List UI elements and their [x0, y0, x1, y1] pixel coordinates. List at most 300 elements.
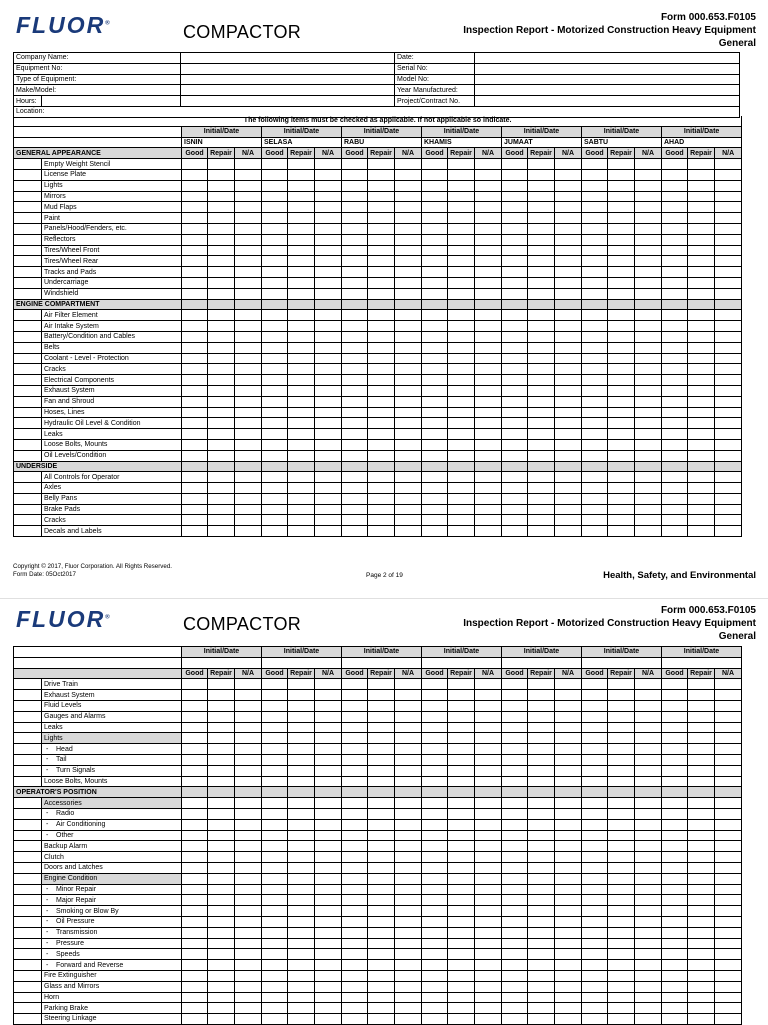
info-value-field[interactable]	[181, 53, 395, 64]
check-cell[interactable]	[368, 364, 395, 375]
check-cell[interactable]	[715, 191, 742, 202]
check-cell[interactable]	[502, 331, 528, 342]
check-cell[interactable]	[635, 873, 662, 884]
check-cell[interactable]	[635, 277, 662, 288]
check-cell[interactable]	[555, 819, 582, 830]
check-cell[interactable]	[235, 213, 262, 224]
check-cell[interactable]	[635, 862, 662, 873]
check-cell[interactable]	[448, 895, 475, 906]
check-cell[interactable]	[662, 213, 688, 224]
check-cell[interactable]	[608, 169, 635, 180]
check-cell[interactable]	[288, 245, 315, 256]
check-cell[interactable]	[582, 526, 608, 537]
check-cell[interactable]	[662, 960, 688, 971]
check-cell[interactable]	[635, 407, 662, 418]
check-cell[interactable]	[368, 884, 395, 895]
check-cell[interactable]	[715, 342, 742, 353]
check-cell[interactable]	[422, 396, 448, 407]
check-cell[interactable]	[422, 798, 448, 809]
check-cell[interactable]	[262, 364, 288, 375]
check-cell[interactable]	[635, 331, 662, 342]
check-cell[interactable]	[448, 841, 475, 852]
check-cell[interactable]	[395, 744, 422, 755]
check-cell[interactable]	[182, 169, 208, 180]
check-cell[interactable]	[608, 288, 635, 299]
check-cell[interactable]	[448, 798, 475, 809]
check-cell[interactable]	[528, 830, 555, 841]
check-cell[interactable]	[475, 202, 502, 213]
check-cell[interactable]	[502, 180, 528, 191]
check-cell[interactable]	[582, 439, 608, 450]
check-cell[interactable]	[662, 744, 688, 755]
check-cell[interactable]	[635, 267, 662, 278]
check-cell[interactable]	[448, 776, 475, 787]
check-cell[interactable]	[235, 450, 262, 461]
check-cell[interactable]	[448, 981, 475, 992]
check-cell[interactable]	[288, 776, 315, 787]
check-cell[interactable]	[422, 180, 448, 191]
check-cell[interactable]	[288, 375, 315, 386]
check-cell[interactable]	[235, 375, 262, 386]
check-cell[interactable]	[342, 808, 368, 819]
check-cell[interactable]	[262, 884, 288, 895]
check-cell[interactable]	[342, 690, 368, 701]
check-cell[interactable]	[235, 515, 262, 526]
check-cell[interactable]	[582, 159, 608, 170]
check-cell[interactable]	[635, 504, 662, 515]
check-cell[interactable]	[262, 321, 288, 332]
check-cell[interactable]	[368, 1014, 395, 1025]
check-cell[interactable]	[582, 938, 608, 949]
check-cell[interactable]	[475, 808, 502, 819]
check-cell[interactable]	[582, 776, 608, 787]
check-cell[interactable]	[315, 992, 342, 1003]
check-cell[interactable]	[688, 234, 715, 245]
check-cell[interactable]	[262, 841, 288, 852]
check-cell[interactable]	[635, 841, 662, 852]
check-cell[interactable]	[422, 472, 448, 483]
check-cell[interactable]	[528, 733, 555, 744]
check-cell[interactable]	[368, 927, 395, 938]
check-cell[interactable]	[688, 429, 715, 440]
check-cell[interactable]	[635, 245, 662, 256]
check-cell[interactable]	[502, 159, 528, 170]
check-cell[interactable]	[395, 992, 422, 1003]
check-cell[interactable]	[688, 992, 715, 1003]
check-cell[interactable]	[262, 970, 288, 981]
check-cell[interactable]	[502, 472, 528, 483]
check-cell[interactable]	[528, 690, 555, 701]
check-cell[interactable]	[502, 1003, 528, 1014]
check-cell[interactable]	[502, 938, 528, 949]
check-cell[interactable]	[608, 733, 635, 744]
check-cell[interactable]	[528, 938, 555, 949]
check-cell[interactable]	[208, 700, 235, 711]
check-cell[interactable]	[448, 992, 475, 1003]
check-cell[interactable]	[262, 690, 288, 701]
check-cell[interactable]	[315, 819, 342, 830]
check-cell[interactable]	[528, 385, 555, 396]
check-cell[interactable]	[315, 245, 342, 256]
check-cell[interactable]	[582, 267, 608, 278]
check-cell[interactable]	[182, 331, 208, 342]
check-cell[interactable]	[262, 234, 288, 245]
check-cell[interactable]	[528, 700, 555, 711]
check-cell[interactable]	[502, 981, 528, 992]
check-cell[interactable]	[662, 353, 688, 364]
check-cell[interactable]	[502, 439, 528, 450]
check-cell[interactable]	[502, 1014, 528, 1025]
check-cell[interactable]	[368, 418, 395, 429]
check-cell[interactable]	[208, 310, 235, 321]
check-cell[interactable]	[502, 526, 528, 537]
check-cell[interactable]	[608, 191, 635, 202]
check-cell[interactable]	[502, 202, 528, 213]
check-cell[interactable]	[715, 493, 742, 504]
check-cell[interactable]	[422, 981, 448, 992]
check-cell[interactable]	[555, 808, 582, 819]
check-cell[interactable]	[582, 504, 608, 515]
check-cell[interactable]	[608, 159, 635, 170]
check-cell[interactable]	[342, 385, 368, 396]
check-cell[interactable]	[582, 873, 608, 884]
check-cell[interactable]	[422, 526, 448, 537]
check-cell[interactable]	[262, 310, 288, 321]
check-cell[interactable]	[208, 1003, 235, 1014]
check-cell[interactable]	[662, 256, 688, 267]
check-cell[interactable]	[208, 288, 235, 299]
check-cell[interactable]	[422, 733, 448, 744]
check-cell[interactable]	[528, 927, 555, 938]
check-cell[interactable]	[448, 906, 475, 917]
check-cell[interactable]	[555, 439, 582, 450]
check-cell[interactable]	[715, 483, 742, 494]
check-cell[interactable]	[662, 321, 688, 332]
check-cell[interactable]	[502, 722, 528, 733]
check-cell[interactable]	[395, 396, 422, 407]
check-cell[interactable]	[262, 981, 288, 992]
check-cell[interactable]	[608, 385, 635, 396]
check-cell[interactable]	[662, 364, 688, 375]
check-cell[interactable]	[342, 288, 368, 299]
check-cell[interactable]	[235, 483, 262, 494]
check-cell[interactable]	[208, 202, 235, 213]
check-cell[interactable]	[182, 353, 208, 364]
check-cell[interactable]	[262, 418, 288, 429]
check-cell[interactable]	[342, 234, 368, 245]
check-cell[interactable]	[395, 526, 422, 537]
check-cell[interactable]	[715, 223, 742, 234]
check-cell[interactable]	[448, 765, 475, 776]
check-cell[interactable]	[715, 884, 742, 895]
check-cell[interactable]	[288, 288, 315, 299]
check-cell[interactable]	[342, 418, 368, 429]
check-cell[interactable]	[635, 744, 662, 755]
check-cell[interactable]	[315, 450, 342, 461]
check-cell[interactable]	[528, 450, 555, 461]
check-cell[interactable]	[688, 927, 715, 938]
check-cell[interactable]	[582, 407, 608, 418]
check-cell[interactable]	[262, 439, 288, 450]
check-cell[interactable]	[688, 515, 715, 526]
check-cell[interactable]	[502, 191, 528, 202]
check-cell[interactable]	[528, 429, 555, 440]
check-cell[interactable]	[715, 949, 742, 960]
check-cell[interactable]	[368, 277, 395, 288]
check-cell[interactable]	[662, 526, 688, 537]
check-cell[interactable]	[288, 396, 315, 407]
check-cell[interactable]	[475, 970, 502, 981]
check-cell[interactable]	[342, 353, 368, 364]
check-cell[interactable]	[528, 472, 555, 483]
check-cell[interactable]	[688, 798, 715, 809]
check-cell[interactable]	[235, 690, 262, 701]
check-cell[interactable]	[608, 245, 635, 256]
check-cell[interactable]	[368, 679, 395, 690]
check-cell[interactable]	[422, 169, 448, 180]
check-cell[interactable]	[475, 938, 502, 949]
check-cell[interactable]	[502, 515, 528, 526]
check-cell[interactable]	[315, 267, 342, 278]
check-cell[interactable]	[662, 873, 688, 884]
check-cell[interactable]	[315, 830, 342, 841]
check-cell[interactable]	[475, 353, 502, 364]
check-cell[interactable]	[688, 700, 715, 711]
check-cell[interactable]	[688, 906, 715, 917]
check-cell[interactable]	[448, 364, 475, 375]
check-cell[interactable]	[608, 450, 635, 461]
check-cell[interactable]	[502, 906, 528, 917]
check-cell[interactable]	[262, 385, 288, 396]
check-cell[interactable]	[582, 970, 608, 981]
check-cell[interactable]	[475, 277, 502, 288]
check-cell[interactable]	[635, 916, 662, 927]
check-cell[interactable]	[555, 949, 582, 960]
check-cell[interactable]	[662, 808, 688, 819]
check-cell[interactable]	[448, 450, 475, 461]
check-cell[interactable]	[182, 234, 208, 245]
check-cell[interactable]	[368, 754, 395, 765]
check-cell[interactable]	[448, 234, 475, 245]
check-cell[interactable]	[475, 852, 502, 863]
check-cell[interactable]	[635, 992, 662, 1003]
check-cell[interactable]	[528, 234, 555, 245]
check-cell[interactable]	[475, 504, 502, 515]
check-cell[interactable]	[528, 526, 555, 537]
check-cell[interactable]	[315, 288, 342, 299]
check-cell[interactable]	[688, 353, 715, 364]
check-cell[interactable]	[315, 256, 342, 267]
check-cell[interactable]	[395, 949, 422, 960]
check-cell[interactable]	[208, 744, 235, 755]
check-cell[interactable]	[715, 515, 742, 526]
check-cell[interactable]	[368, 191, 395, 202]
check-cell[interactable]	[315, 862, 342, 873]
check-cell[interactable]	[288, 439, 315, 450]
check-cell[interactable]	[448, 808, 475, 819]
check-cell[interactable]	[688, 679, 715, 690]
check-cell[interactable]	[635, 180, 662, 191]
check-cell[interactable]	[635, 830, 662, 841]
check-cell[interactable]	[688, 439, 715, 450]
check-cell[interactable]	[368, 310, 395, 321]
check-cell[interactable]	[208, 852, 235, 863]
check-cell[interactable]	[528, 277, 555, 288]
check-cell[interactable]	[688, 396, 715, 407]
check-cell[interactable]	[502, 375, 528, 386]
check-cell[interactable]	[528, 679, 555, 690]
check-cell[interactable]	[262, 483, 288, 494]
check-cell[interactable]	[662, 331, 688, 342]
check-cell[interactable]	[608, 321, 635, 332]
check-cell[interactable]	[555, 364, 582, 375]
check-cell[interactable]	[715, 711, 742, 722]
check-cell[interactable]	[368, 429, 395, 440]
check-cell[interactable]	[608, 504, 635, 515]
check-cell[interactable]	[635, 493, 662, 504]
check-cell[interactable]	[208, 830, 235, 841]
check-cell[interactable]	[635, 439, 662, 450]
check-cell[interactable]	[635, 213, 662, 224]
check-cell[interactable]	[502, 927, 528, 938]
check-cell[interactable]	[448, 970, 475, 981]
check-cell[interactable]	[262, 949, 288, 960]
day-cell[interactable]	[662, 657, 742, 668]
check-cell[interactable]	[395, 493, 422, 504]
check-cell[interactable]	[635, 1003, 662, 1014]
check-cell[interactable]	[395, 722, 422, 733]
check-cell[interactable]	[262, 916, 288, 927]
check-cell[interactable]	[528, 159, 555, 170]
check-cell[interactable]	[715, 873, 742, 884]
check-cell[interactable]	[395, 862, 422, 873]
check-cell[interactable]	[182, 830, 208, 841]
check-cell[interactable]	[342, 493, 368, 504]
check-cell[interactable]	[688, 819, 715, 830]
check-cell[interactable]	[208, 765, 235, 776]
check-cell[interactable]	[288, 744, 315, 755]
check-cell[interactable]	[422, 776, 448, 787]
check-cell[interactable]	[262, 744, 288, 755]
check-cell[interactable]	[448, 515, 475, 526]
check-cell[interactable]	[422, 1014, 448, 1025]
check-cell[interactable]	[582, 733, 608, 744]
check-cell[interactable]	[582, 245, 608, 256]
check-cell[interactable]	[502, 862, 528, 873]
check-cell[interactable]	[395, 385, 422, 396]
check-cell[interactable]	[182, 245, 208, 256]
check-cell[interactable]	[688, 711, 715, 722]
check-cell[interactable]	[582, 310, 608, 321]
check-cell[interactable]	[342, 949, 368, 960]
check-cell[interactable]	[342, 1014, 368, 1025]
check-cell[interactable]	[368, 949, 395, 960]
check-cell[interactable]	[555, 277, 582, 288]
check-cell[interactable]	[635, 700, 662, 711]
check-cell[interactable]	[582, 765, 608, 776]
check-cell[interactable]	[235, 353, 262, 364]
check-cell[interactable]	[555, 798, 582, 809]
check-cell[interactable]	[448, 949, 475, 960]
check-cell[interactable]	[448, 385, 475, 396]
check-cell[interactable]	[235, 267, 262, 278]
check-cell[interactable]	[555, 1003, 582, 1014]
check-cell[interactable]	[448, 873, 475, 884]
check-cell[interactable]	[182, 744, 208, 755]
check-cell[interactable]	[235, 1003, 262, 1014]
check-cell[interactable]	[688, 213, 715, 224]
check-cell[interactable]	[555, 418, 582, 429]
check-cell[interactable]	[208, 927, 235, 938]
check-cell[interactable]	[715, 267, 742, 278]
day-cell[interactable]: SABTU	[582, 137, 662, 148]
check-cell[interactable]	[342, 223, 368, 234]
check-cell[interactable]	[235, 700, 262, 711]
check-cell[interactable]	[288, 169, 315, 180]
check-cell[interactable]	[288, 690, 315, 701]
check-cell[interactable]	[288, 895, 315, 906]
check-cell[interactable]	[368, 992, 395, 1003]
check-cell[interactable]	[528, 223, 555, 234]
check-cell[interactable]	[342, 277, 368, 288]
check-cell[interactable]	[262, 808, 288, 819]
check-cell[interactable]	[422, 744, 448, 755]
check-cell[interactable]	[208, 819, 235, 830]
check-cell[interactable]	[395, 213, 422, 224]
day-cell[interactable]: AHAD	[662, 137, 742, 148]
check-cell[interactable]	[715, 679, 742, 690]
info-value-field[interactable]	[181, 85, 395, 96]
check-cell[interactable]	[315, 776, 342, 787]
check-cell[interactable]	[182, 288, 208, 299]
check-cell[interactable]	[288, 429, 315, 440]
check-cell[interactable]	[315, 277, 342, 288]
check-cell[interactable]	[662, 277, 688, 288]
check-cell[interactable]	[208, 862, 235, 873]
check-cell[interactable]	[475, 690, 502, 701]
check-cell[interactable]	[368, 711, 395, 722]
check-cell[interactable]	[208, 234, 235, 245]
check-cell[interactable]	[502, 450, 528, 461]
check-cell[interactable]	[422, 754, 448, 765]
check-cell[interactable]	[715, 245, 742, 256]
check-cell[interactable]	[288, 191, 315, 202]
check-cell[interactable]	[182, 819, 208, 830]
check-cell[interactable]	[688, 1014, 715, 1025]
check-cell[interactable]	[235, 385, 262, 396]
check-cell[interactable]	[528, 375, 555, 386]
check-cell[interactable]	[235, 960, 262, 971]
check-cell[interactable]	[502, 970, 528, 981]
check-cell[interactable]	[315, 938, 342, 949]
check-cell[interactable]	[342, 245, 368, 256]
check-cell[interactable]	[608, 375, 635, 386]
check-cell[interactable]	[235, 342, 262, 353]
check-cell[interactable]	[662, 884, 688, 895]
check-cell[interactable]	[315, 733, 342, 744]
check-cell[interactable]	[235, 852, 262, 863]
check-cell[interactable]	[502, 245, 528, 256]
check-cell[interactable]	[368, 407, 395, 418]
check-cell[interactable]	[182, 385, 208, 396]
check-cell[interactable]	[395, 884, 422, 895]
check-cell[interactable]	[635, 202, 662, 213]
check-cell[interactable]	[502, 256, 528, 267]
check-cell[interactable]	[208, 483, 235, 494]
check-cell[interactable]	[635, 679, 662, 690]
check-cell[interactable]	[342, 483, 368, 494]
check-cell[interactable]	[582, 949, 608, 960]
